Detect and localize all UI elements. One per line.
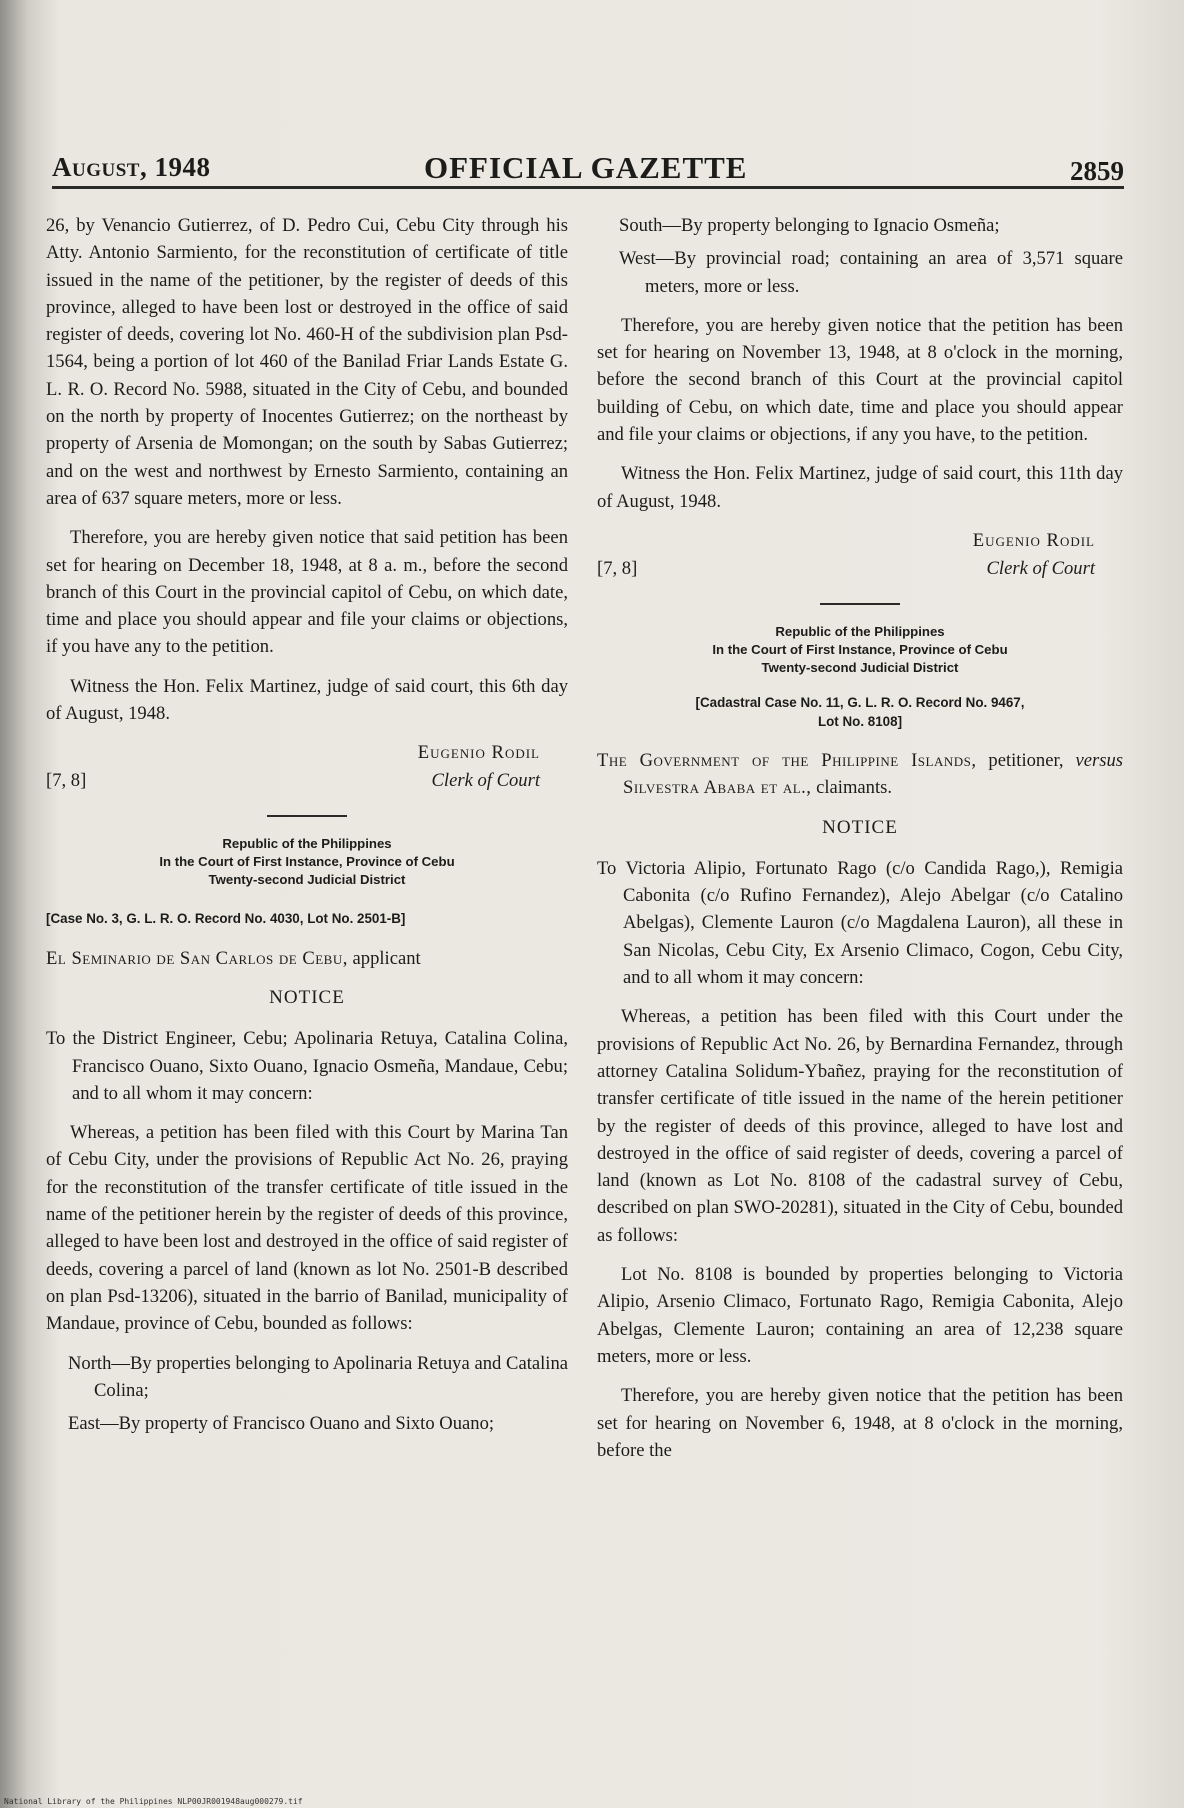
- court-line: Twenty-second Judicial District: [208, 872, 406, 888]
- signatory-title: Clerk of Court: [986, 557, 1095, 579]
- paragraph: Lot No. 8108 is bounded by properties belonging to Victoria Alipio, Arsenio Climaco, Fortunato Rago, Remigia Cabonita, Alejo Abelgas, Clemente Lauron; containing an area of 12,238 square meters, more or less.: [597, 1264, 1123, 1367]
- paragraph: Witness the Hon. Felix Martinez, judge of said court, this 11th day of August, 1948.: [597, 463, 1123, 512]
- paragraph: Witness the Hon. Felix Martinez, judge of said court, this 6th day of August, 1948.: [46, 675, 568, 725]
- applicant-role: applicant: [352, 947, 421, 969]
- court-line: Republic of the Philippines: [222, 836, 392, 852]
- notice-heading: NOTICE: [269, 986, 345, 1008]
- applicant-name: El Seminario de San Carlos de Cebu,: [46, 947, 348, 969]
- header-rule: [52, 186, 1124, 189]
- court-line: In the Court of First Instance, Province of Cebu: [712, 641, 1008, 657]
- signatory-name: Eugenio Rodil: [972, 529, 1095, 551]
- case-reference: [Case No. 3, G. L. R. O. Record No. 4030, Lot No. 2501-B]: [46, 911, 406, 927]
- court-line: Republic of the Philippines: [775, 623, 945, 639]
- court-heading: [597, 623, 1123, 677]
- case-line: [Cadastral Case No. 11, G. L. R. O. Record No. 9467,: [695, 694, 1025, 710]
- header-page-number: 2859: [1070, 156, 1124, 186]
- signature-block: [46, 739, 568, 797]
- publication-ref: [7, 8]: [597, 557, 638, 579]
- paragraph: Therefore, you are hereby given notice that the petition has been set for hearing on November 6, 1948, at 8 o'clock in the morning, before the: [597, 1385, 1123, 1461]
- notice-addressees: To Victoria Alipio, Fortunato Rago (c/o Candida Rago,), Remigia Cabonita (c/o Rufino Fernandez), Alejo Abelgar (c/o Catalino Abelgas), Clemente Lauron (c/o Magdalena Lauron), all these in San Nicolas, Cebu City, Ex Arsenio Climaco, Cogon, Cebu City, and to all whom it may concern:: [597, 857, 1123, 989]
- versus-word: versus: [1075, 749, 1124, 771]
- section-divider: [820, 603, 900, 605]
- paragraph: Whereas, a petition has been filed with this Court under the provisions of Republic Act No. 26, by Bernardina Fernandez, through attorney Catalina Solidum-Ybañez, praying for the reconstitution of transfer certificate of title issued in the name of the herein petitioner by the register of deeds of this province, alleged to have lost and destroyed in the office of said register of deeds, covering a parcel of land (known as Lot No. 8108 of the cadastral survey of Cebu, described on plan SWO-20281), situated in the City of Cebu, bounded as follows:: [597, 1006, 1123, 1246]
- case-line: Lot No. 8108]: [817, 713, 903, 729]
- court-line: In the Court of First Instance, Province of Cebu: [159, 854, 455, 870]
- notice-addressees: To the District Engineer, Cebu; Apolinaria Retuya, Catalina Colina, Francisco Ouano, Sixto Ouano, Ignacio Osmeña, Mandaue, Cebu; and to all whom it may concern:: [46, 1028, 568, 1104]
- header-date: August, 1948: [52, 152, 211, 182]
- case-reference: [597, 693, 1123, 731]
- scan-footer: National Library of the Philippines NLP00JR001948aug000279.tif: [4, 1797, 303, 1806]
- boundary-north: North—By properties belonging to Apolinaria Retuya and Catalina Colina;: [68, 1352, 568, 1401]
- applicant-line: [46, 945, 568, 972]
- paragraph: Whereas, a petition has been filed with this Court by Marina Tan of Cebu City, under the provisions of Republic Act No. 26, praying for the reconstitution of the transfer certificate of title issued in the name of the petitioner herein by the register of deeds of this province, alleged to have been lost and destroyed in the office of said register of deeds, covering a parcel of land (known as lot No. 2501-B described on plan Psd-13206), situated in the barrio of Banilad, municipality of Mandaue, province of Cebu, bounded as follows:: [46, 1122, 568, 1335]
- signatory-title: Clerk of Court: [431, 770, 540, 792]
- claimant-role: claimants.: [816, 777, 893, 799]
- header-title: OFFICIAL GAZETTE: [424, 150, 748, 185]
- paragraph: Therefore, you are hereby given notice that the petition has been set for hearing on November 13, 1948, at 8 o'clock in the morning, before the second branch of this Court at the provincial capitol building of Cebu, on which date, time and place you should appear and file your claims or objections, if any you have, to the petition.: [597, 314, 1123, 446]
- boundary-south: South—By property belonging to Ignacio Osmeña;: [619, 215, 1000, 236]
- claimant-name: Silvestra Ababa et al.,: [623, 777, 812, 799]
- notice-heading: NOTICE: [822, 816, 898, 838]
- right-column: [597, 212, 1123, 1476]
- petitioner-name: The Government of the Philippine Islands,: [597, 749, 977, 771]
- paragraph: Therefore, you are hereby given notice that said petition has been set for hearing on December 18, 1948, at 8 a. m., before the second branch of this Court in the provincial capitol of Cebu, on which date, time and place you should appear and file your claims or objections, if you have any to the petition.: [46, 527, 568, 658]
- signatory-name: Eugenio Rodil: [417, 742, 540, 764]
- case-parties: [597, 747, 1123, 802]
- publication-ref: [7, 8]: [46, 770, 87, 792]
- section-divider: [267, 815, 347, 817]
- boundary-west: West—By provincial road; containing an area of 3,571 square meters, more or less.: [619, 248, 1123, 297]
- court-heading: [46, 835, 568, 889]
- paragraph: 26, by Venancio Gutierrez, of D. Pedro Cui, Cebu City through his Atty. Antonio Sarmiento, for the reconstitution of certificate of title issued in the name of the petitioner, by the register of deeds of this province, alleged to have been lost or destroyed in the office of said register of deeds, covering lot No. 460-H of the subdivision plan Psd-1564, being a portion of lot 460 of the Banilad Friar Lands Estate G. L. R. O. Record No. 5988, situated in the City of Cebu, and bounded on the north by property of Inocentes Gutierrez; on the northeast by property of Arsenia de Momongan; on the south by Sabas Gutierrez; and on the west and northwest by Ernesto Sarmiento, containing an area of 637 square meters, more or less.: [46, 215, 568, 509]
- court-line: Twenty-second Judicial District: [761, 659, 959, 675]
- petitioner-role: petitioner,: [988, 749, 1064, 771]
- left-column: [46, 212, 568, 1449]
- boundary-east: East—By property of Francisco Ouano and Sixto Ouano;: [68, 1413, 495, 1435]
- signature-block: [597, 527, 1123, 585]
